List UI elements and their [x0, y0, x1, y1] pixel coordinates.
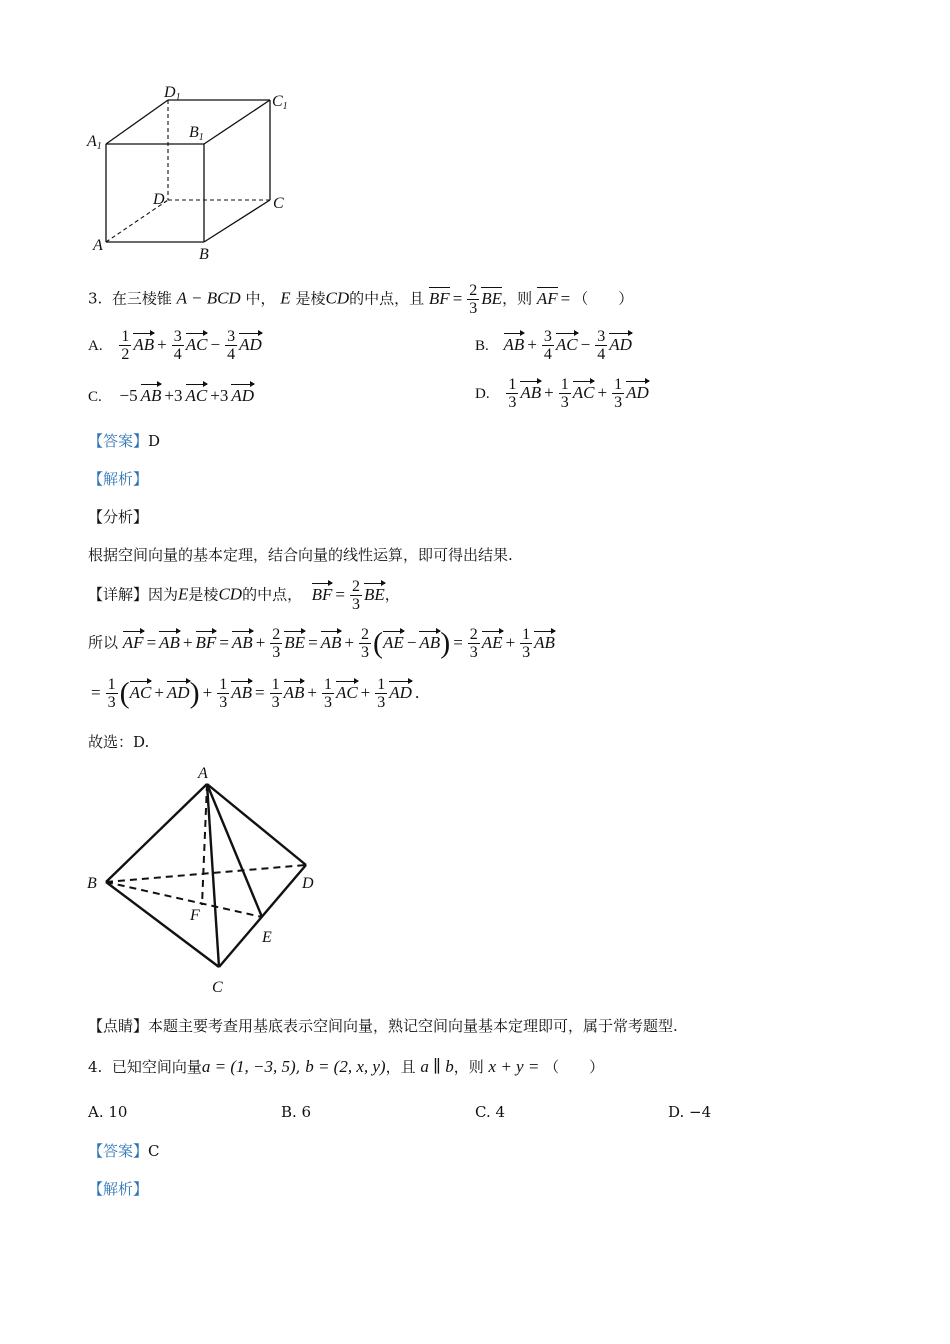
- label-a1: A1: [87, 133, 102, 152]
- q3-stem: 3. 在三棱锥 A − BCD 中， E 是棱CD的中点，且 BF = $\frac{2}{3}$ BE，则 AF = （ ）: [88, 282, 634, 317]
- q3-dianjing: 【点睛】本题主要考查用基底表示空间向量，熟记空间向量基本定理即可，属于常考题型.: [88, 1017, 678, 1035]
- q3-answer: 【答案】D: [88, 432, 161, 450]
- q4-option-c[interactable]: C. 4: [475, 1103, 506, 1121]
- answer-blank: （ ）: [573, 289, 634, 308]
- q4-analysis-tag: 【解析】: [88, 1180, 149, 1198]
- tetra-label-c: C: [212, 979, 223, 996]
- q4-stem: 4. 已知空间向量a = (1, −3, 5), b = (2, x, y)，且 a ∥ b，则 x + y = （ ）: [88, 1057, 605, 1076]
- q3-derivation-2: = $\frac{1}{3}$ (AC + AD) + $\frac{1}{3}$ AB = $\frac{1}{3}$ AB + $\frac{1}{3}$ AC + $\frac{1}{3}$ AD .: [91, 676, 420, 711]
- q4-option-a[interactable]: A. 10: [88, 1103, 128, 1121]
- q4-option-b[interactable]: B. 6: [281, 1103, 312, 1121]
- option-b[interactable]: B. AB + $\frac{3}{4}$ AC − $\frac{3}{4}$ AD: [475, 328, 632, 363]
- cube-figure: [84, 80, 294, 265]
- option-c[interactable]: C. −5 AB +3 AC +3 AD: [88, 382, 254, 406]
- q4-answer: 【答案】C: [88, 1142, 160, 1160]
- label-d1: D1: [164, 84, 181, 103]
- tetra-label-b: B: [87, 875, 97, 892]
- option-d[interactable]: D. $\frac{1}{3}$ AB + $\frac{1}{3}$ AC + $\frac{1}{3}$ AD: [475, 376, 649, 411]
- q3-derivation-1: 所以 AF = AB + BF = AB + $\frac{2}{3}$ BE = AB + $\frac{2}{3}$ (AE − AB) = $\frac{2}{3}$ AE + $\frac{1}{3}$ AB: [88, 626, 555, 661]
- tetrahedron-figure: [84, 760, 334, 1000]
- label-b: B: [199, 246, 209, 263]
- q3-detail: 【详解】因为E是棱CD的中点， BF = $\frac{2}{3}$ BE，: [88, 578, 400, 613]
- label-c1: C1: [272, 93, 288, 112]
- label-b1: B1: [189, 124, 204, 143]
- tetra-label-e: E: [262, 929, 272, 946]
- option-a[interactable]: A. $\frac{1}{2}$ AB + $\frac{3}{4}$ AC − $\frac{3}{4}$ AD: [88, 328, 262, 363]
- q4-answer-blank: （ ）: [544, 1058, 605, 1076]
- tetra-label-d: D: [302, 875, 314, 892]
- q3-conclusion: 故选：D.: [88, 733, 150, 751]
- label-a: A: [93, 237, 103, 254]
- tetra-label-a: A: [198, 765, 208, 782]
- q3-fenxi-text: 根据空间向量的基本定理，结合向量的线性运算，即可得出结果.: [88, 546, 513, 564]
- tetra-label-f: F: [190, 907, 200, 924]
- q4-option-d[interactable]: D. −4: [668, 1103, 712, 1121]
- label-d: D: [153, 191, 165, 208]
- q3-fenxi-tag: 【分析】: [88, 508, 149, 526]
- q3-analysis-tag: 【解析】: [88, 470, 149, 488]
- label-c: C: [273, 195, 284, 212]
